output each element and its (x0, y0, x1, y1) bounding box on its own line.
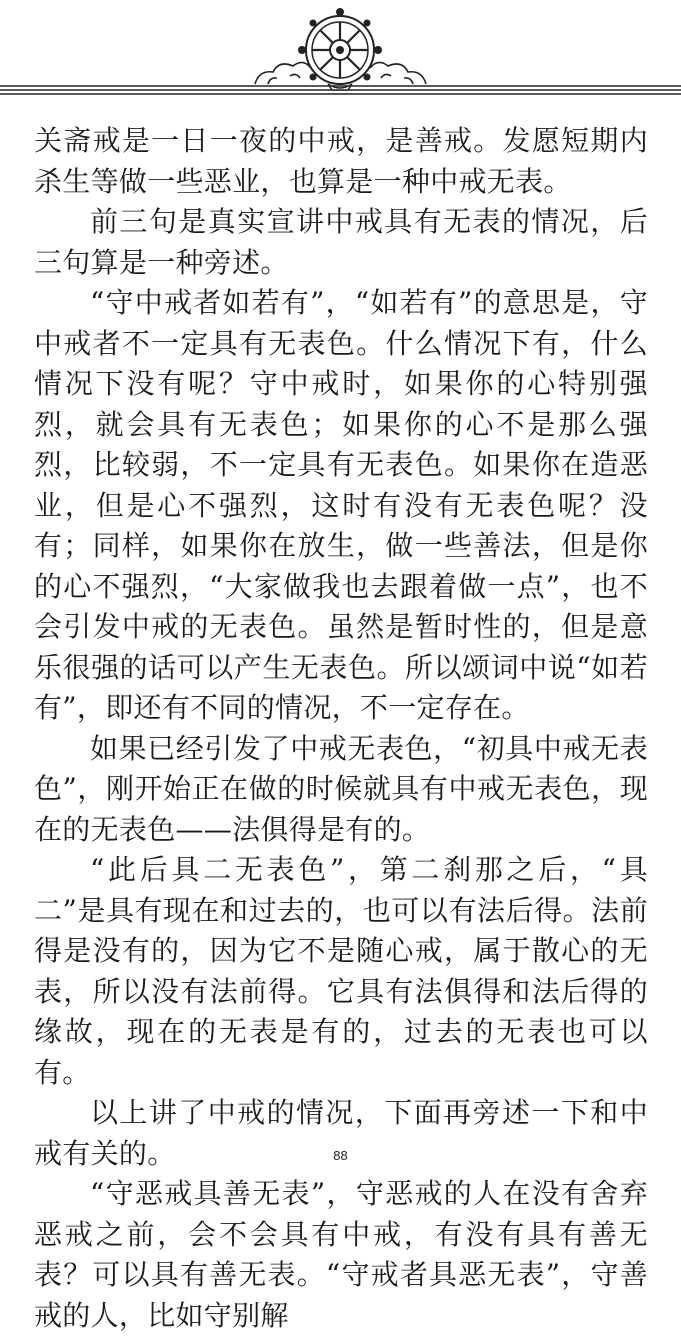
paragraph: “此后具二无表色”，第二刹那之后，“具二”是具有现在和过去的，也可以有法后得。法前得是没有的，因为它不是随心戒，属于散心的无表，所以没有法前得。它具有法俱得和法后得的缘故，现在的无表是有的，过去的无表也可以有。 (34, 853, 648, 1089)
paragraph: 如果已经引发了中戒无表色，“初具中戒无表色”，刚开始正在做的时候就具有中戒无表色，现在的无表色——法俱得是有的。 (34, 731, 648, 846)
paragraph: “守恶戒具善无表”，守恶戒的人在没有舍弃恶戒之前，会不会具有中戒，有没有具有善无表？可以具有善无表。“守戒者具恶无表”，守善戒的人，比如守别解 (34, 1177, 648, 1332)
page-header-ornament (0, 0, 681, 110)
page-number: 88 (333, 1148, 348, 1163)
cloud-scroll-right-icon (370, 62, 426, 84)
dharma-wheel-ornament (0, 0, 681, 110)
dharma-wheel-icon (298, 8, 382, 90)
paragraph: 前三句是真实宣讲中戒具有无表的情况，后三句算是一种旁述。 (34, 205, 648, 279)
paragraph: 以上讲了中戒的情况，下面再旁述一下和中戒有关的。 (34, 1096, 648, 1170)
paragraph: 关斋戒是一日一夜的中戒，是善戒。发愿短期内杀生等做一些恶业，也算是一种中戒无表。 (34, 124, 648, 198)
paragraph: “守中戒者如若有”，“如若有”的意思是，守中戒者不一定具有无表色。什么情况下有，什么情况下没有呢？守中戒时，如果你的心特别强烈，就会具有无表色；如果你的心不是那么强烈，比较弱，不一定具有无表色。如果你在造恶业，但是心不强烈，这时有没有无表色呢？没有；同样，如果你在放生，做一些善法，但是你的心不强烈，“大家做我也去跟着做一点”，也不会引发中戒的无表色。虽然是暂时性的，但是意乐很强的话可以产生无表色。所以颂词中说“如若有”，即还有不同的情况，不一定存在。 (34, 286, 648, 724)
cloud-scroll-left-icon (255, 62, 311, 84)
